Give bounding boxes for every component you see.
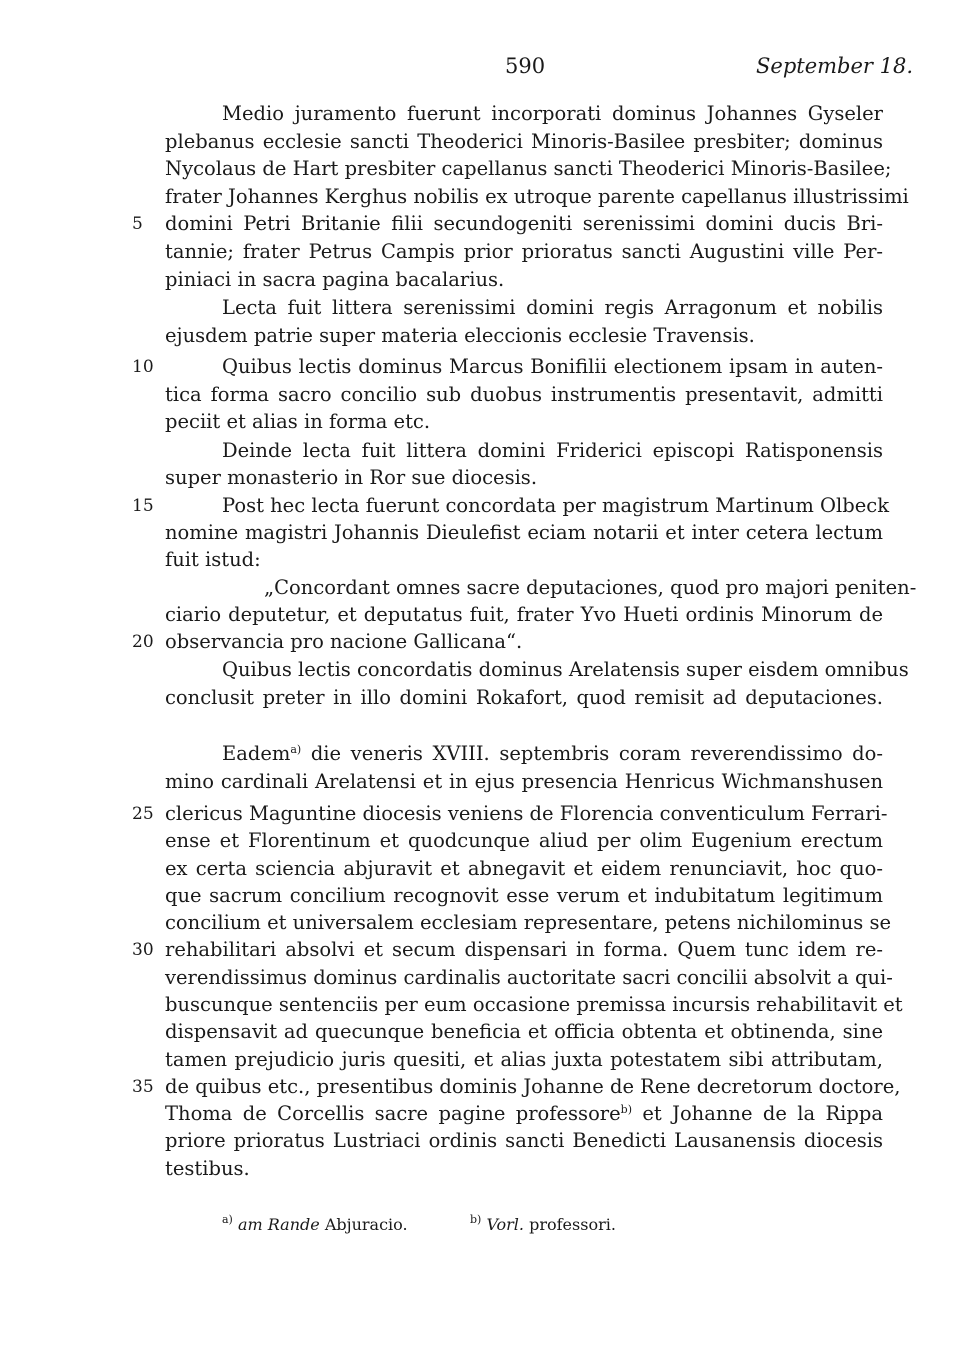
line-number: 5 xyxy=(132,214,143,234)
text-line: ejusdem patrie super materia eleccionis ecclesie Travensis. xyxy=(165,324,755,347)
text-line: peciit et alias in forma etc. xyxy=(165,410,431,433)
text-line: Lecta fuit littera serenissimi domini regis Arragonum et nobilis xyxy=(222,296,883,319)
text-run: et Johanne de la Rippa xyxy=(642,1102,884,1125)
text-line: priore prioratus Lustriaci ordinis sancti Benedicti Lausanensis diocesis xyxy=(165,1129,883,1152)
text-run: die veneris XVIII. septembris coram reverendissimo do- xyxy=(310,742,883,765)
footnote-ref-a: a) xyxy=(290,743,302,756)
text-line: tica forma sacro concilio sub duobus instrumentis presentavit, admitti xyxy=(165,383,883,406)
text-line xyxy=(165,1100,883,1128)
text-line: piniaci in sacra pagina bacalarius. xyxy=(165,268,505,291)
line-number: 30 xyxy=(132,940,154,960)
text-line: nomine magistri Johannis Dieulefist eciam notarii et inter cetera lectum xyxy=(165,521,883,544)
text-line: que sacrum concilium recognovit esse verum et indubitatum legitimum xyxy=(165,884,883,907)
text-line: ense et Florentinum et quodcunque aliud per olim Eugenium erectum xyxy=(165,829,883,852)
text-line: Quibus lectis dominus Marcus Bonifilii electionem ipsam in auten- xyxy=(222,355,883,378)
footnote-a-italic: am Rande xyxy=(237,1215,320,1234)
text-line: observancia pro nacione Gallicana“. xyxy=(165,630,523,653)
text-line: ciario deputetur, et deputatus fuit, frater Yvo Hueti ordinis Minorum de xyxy=(165,603,883,626)
line-number: 35 xyxy=(132,1077,154,1097)
text-line: Quibus lectis concordatis dominus Arelatensis super eisdem omnibus xyxy=(222,658,909,681)
text-line: Nycolaus de Hart presbiter capellanus sancti Theoderici Minoris-Basilee; xyxy=(165,157,892,180)
footnote-b-italic: Vorl. xyxy=(486,1215,525,1234)
text-line: „Concordant omnes sacre deputaciones, quod pro majori peniten- xyxy=(264,576,917,599)
line-number: 20 xyxy=(132,632,154,652)
text-line: Medio juramento fuerunt incorporati dominus Johannes Gyseler xyxy=(222,102,883,125)
footnote-b-text: professori. xyxy=(529,1215,616,1234)
text-line: frater Johannes Kerghus nobilis ex utroque parente capellanus illustrissimi xyxy=(165,185,909,208)
eadem-word: Eadem xyxy=(222,742,291,765)
footnote-b-mark: b) xyxy=(470,1213,482,1226)
running-head: September 18. xyxy=(756,54,914,78)
footnote-a xyxy=(222,1213,408,1237)
text-line: testibus. xyxy=(165,1157,250,1180)
text-line: de quibus etc., presentibus dominis Johanne de Rene decretorum doctore, xyxy=(165,1075,901,1098)
text-line: verendissimus dominus cardinalis auctoritate sacri concilii absolvit a qui- xyxy=(165,966,893,989)
text-line: clericus Maguntine diocesis veniens de Florencia conventiculum Ferrari- xyxy=(165,802,888,825)
text-line: domini Petri Britanie filii secundogeniti serenissimi domini ducis Bri- xyxy=(165,212,883,235)
text-line: dispensavit ad quecunque beneficia et officia obtenta et obtinenda, sine xyxy=(165,1020,883,1043)
text-line xyxy=(222,740,883,768)
text-line: buscunque sentenciis per eum occasione premissa incursis rehabilitavit et xyxy=(165,993,903,1016)
text-line: Deinde lecta fuit littera domini Friderici episcopi Ratisponensis xyxy=(222,439,883,462)
line-number: 25 xyxy=(132,804,154,824)
text-line: super monasterio in Ror sue diocesis. xyxy=(165,466,538,489)
text-line: rehabilitari absolvi et secum dispensari in forma. Quem tunc idem re- xyxy=(165,938,883,961)
footnote-ref-b: b) xyxy=(620,1103,633,1116)
text-line: plebanus ecclesie sancti Theoderici Minoris-Basilee presbiter; dominus xyxy=(165,130,883,153)
text-line: fuit istud: xyxy=(165,548,261,571)
text-line: ex certa sciencia abjuravit et abnegavit et eidem renunciavit, hoc quo- xyxy=(165,857,883,880)
text-line: tannie; frater Petrus Campis prior prioratus sancti Augustini ville Per- xyxy=(165,240,883,263)
text-line: concilium et universalem ecclesiam representare, petens nichilominus se xyxy=(165,911,892,934)
line-number: 10 xyxy=(132,357,154,377)
footnote-a-text: Abjuracio. xyxy=(324,1215,408,1234)
line-number: 15 xyxy=(132,496,154,516)
text-line: mino cardinali Arelatensi et in ejus presencia Henricus Wichmanshusen xyxy=(165,770,883,793)
text-run: Thoma de Corcellis sacre pagine professore xyxy=(165,1102,621,1125)
text-line: Post hec lecta fuerunt concordata per magistrum Martinum Olbeck xyxy=(222,494,890,517)
footnote-a-mark: a) xyxy=(222,1213,233,1226)
text-line: conclusit preter in illo domini Rokafort, quod remisit ad deputaciones. xyxy=(165,686,883,709)
text-line: tamen prejudicio juris quesiti, et alias juxta potestatem sibi attributam, xyxy=(165,1048,883,1071)
page-number: 590 xyxy=(505,54,546,78)
footnote-b xyxy=(470,1213,616,1237)
